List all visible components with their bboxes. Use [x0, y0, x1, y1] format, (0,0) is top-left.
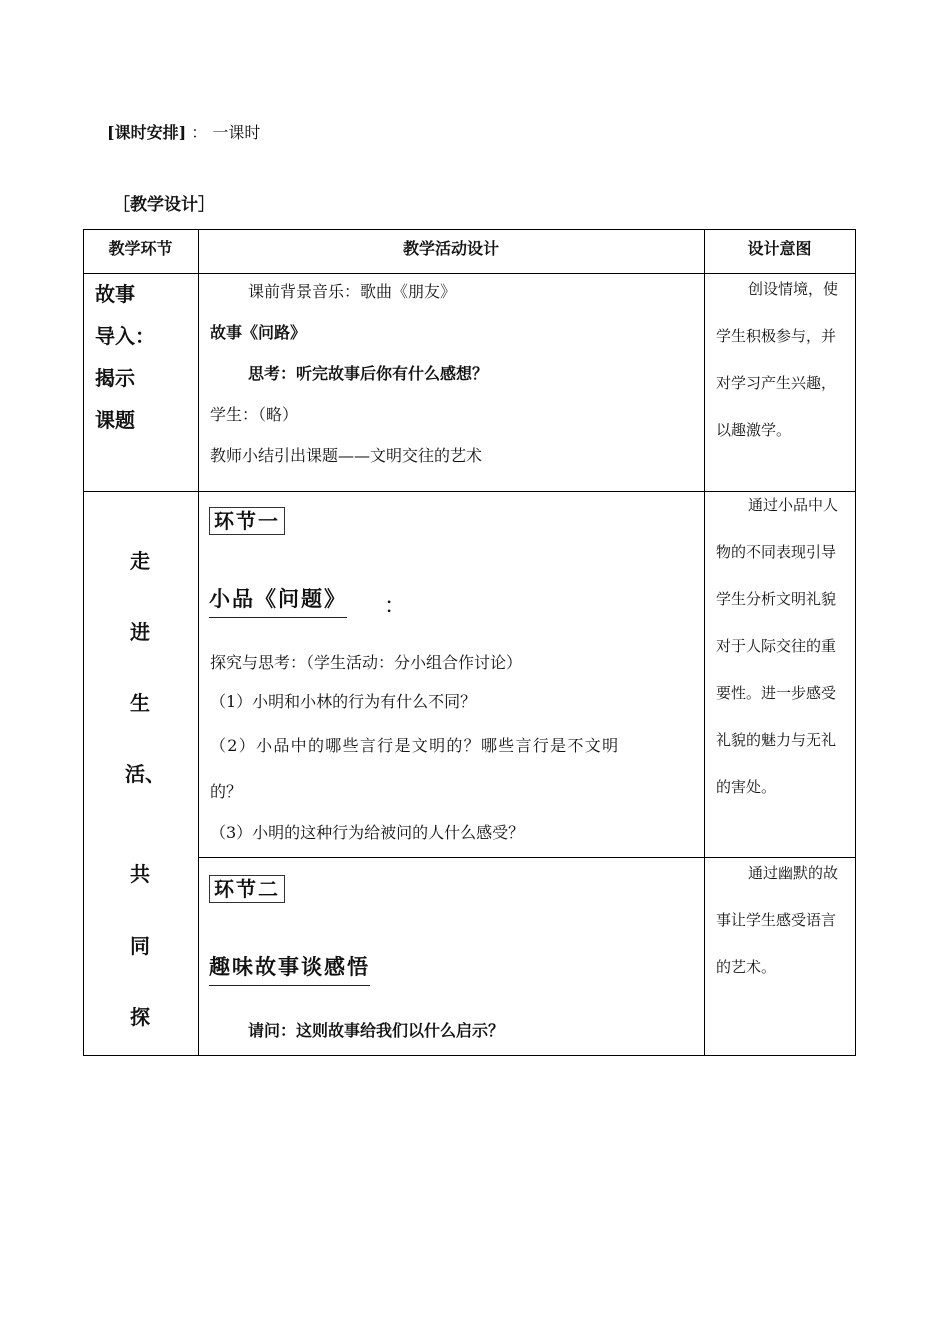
row1-intent-1: 创设情境，使 — [748, 280, 839, 298]
row2-stage-3: 生 — [130, 691, 150, 715]
row1-stage-2: 导入： — [95, 324, 155, 348]
part1-colon: ： — [384, 594, 407, 619]
part1-badge: 环节一 — [209, 507, 285, 535]
row1-intent-4: 以趣激学。 — [716, 421, 792, 439]
part1-intent-2: 物的不同表现引导 — [716, 543, 837, 561]
part2-question: 请问：这则故事给我们以什么启示？ — [248, 1021, 505, 1040]
col-header-activity: 教学活动设计 — [402, 239, 499, 258]
row1-summary: 教师小结引出课题——文明交往的艺术 — [210, 446, 483, 465]
schedule-line — [107, 120, 260, 143]
schedule-label: [课时安排] — [107, 123, 187, 142]
row1-student: 学生：（略） — [210, 405, 299, 424]
part1-q3: （3）小明的这种行为给被问的人什么感受？ — [210, 823, 525, 842]
part2-intent-2: 事让学生感受语言 — [716, 911, 837, 929]
col-header-stage: 教学环节 — [108, 239, 173, 258]
part1-q2b: 的？ — [210, 782, 243, 801]
row1-story: 故事《问路》 — [210, 323, 307, 342]
part1-intent-5: 要性。进一步感受 — [716, 684, 837, 702]
row1-stage-4: 课题 — [95, 408, 135, 432]
part1-intent-4: 对于人际交往的重 — [716, 637, 837, 655]
row2-stage-6: 同 — [130, 934, 150, 958]
part1-explore: 探究与思考：（学生活动：分小组合作讨论） — [210, 653, 523, 672]
part1-intent-7: 的害处。 — [716, 778, 777, 796]
part1-intent-3: 学生分析文明礼貌 — [716, 590, 837, 608]
schedule-value: 一课时 — [212, 123, 261, 142]
design-heading — [113, 190, 215, 215]
col-header-intent: 设计意图 — [747, 239, 812, 258]
table-col-sep-2 — [704, 229, 705, 1056]
row2-stage-2: 进 — [130, 620, 150, 644]
table-col-sep-1 — [198, 229, 199, 1056]
part1-intent-6: 礼貌的魅力与无礼 — [716, 731, 837, 749]
part2-title: 趣味故事谈感悟 — [209, 951, 370, 986]
schedule-sep: ： — [191, 123, 208, 142]
row2-stage-5: 共 — [130, 862, 150, 886]
part2-badge: 环节二 — [209, 875, 285, 903]
row2-stage-7: 探 — [130, 1005, 150, 1029]
row1-think: 思考：听完故事后你有什么感想？ — [248, 364, 489, 383]
part2-intent-3: 的艺术。 — [716, 958, 777, 976]
part2-intent-1: 通过幽默的故 — [748, 864, 839, 882]
row2-stage-1: 走 — [130, 549, 150, 573]
part1-q1: （1）小明和小林的行为有什么不同？ — [210, 692, 477, 711]
row1-stage-3: 揭示 — [95, 366, 135, 390]
table-border-left — [83, 229, 84, 1056]
row1-music: 课前背景音乐：歌曲《朋友》 — [248, 282, 457, 301]
row1-intent-2: 学生积极参与，并 — [716, 327, 837, 345]
part1-title: 小品《问题》 — [209, 583, 347, 618]
row2-stage-4: 活、 — [125, 762, 165, 786]
part1-q2a: （2）小品中的哪些言行是文明的？哪些言行是不文明 — [210, 736, 620, 755]
row1-intent-3: 对学习产生兴趣， — [716, 374, 837, 392]
row1-stage-1: 故事 — [95, 282, 135, 306]
design-label: ［教学设计］ — [113, 195, 215, 215]
part1-intent-1: 通过小品中人 — [748, 496, 839, 514]
table-border-right — [855, 229, 856, 1056]
